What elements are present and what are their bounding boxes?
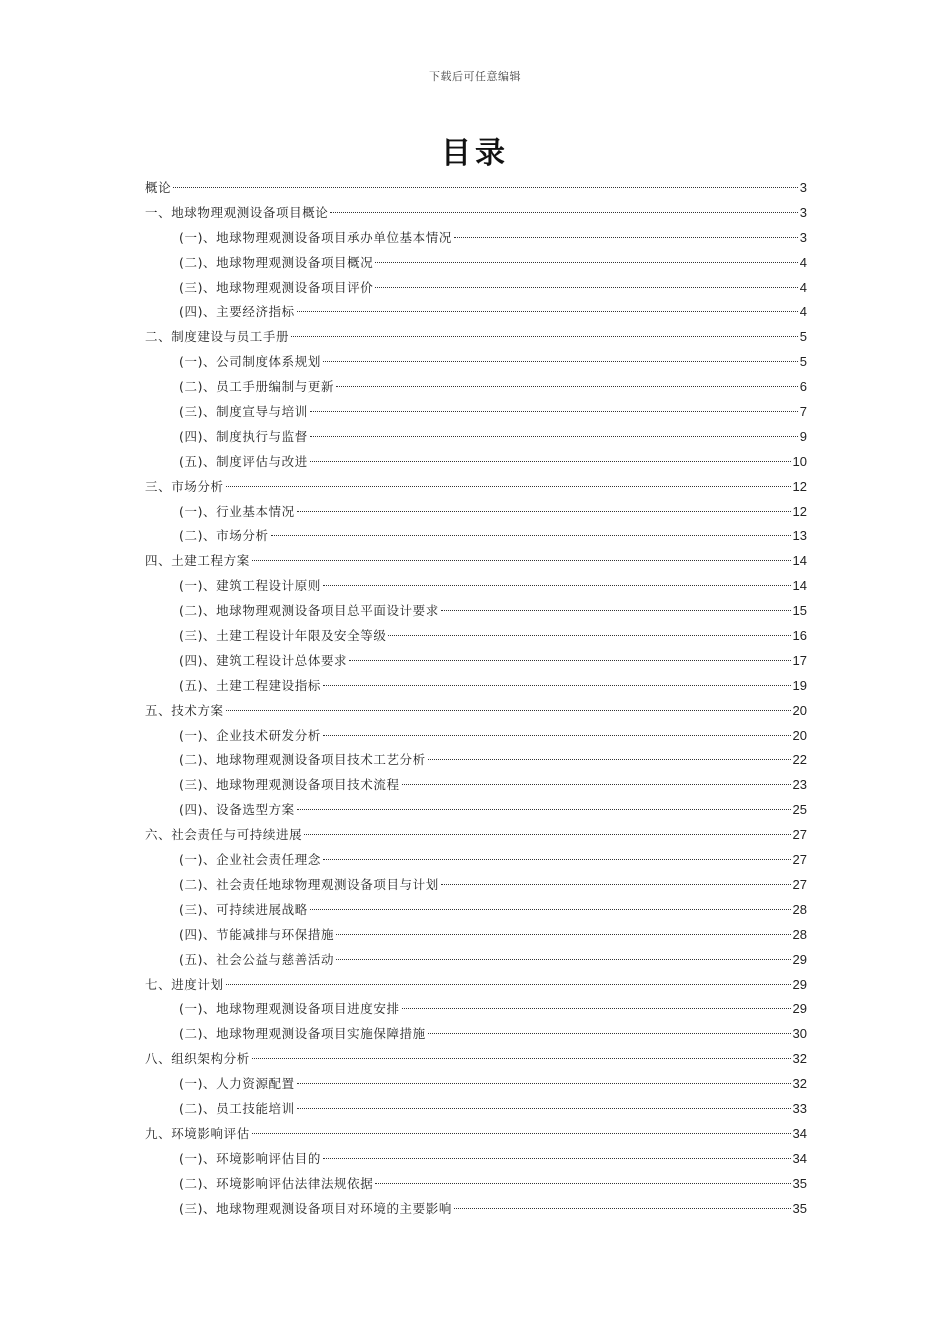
toc-subsection-entry[interactable]	[145, 1147, 807, 1172]
toc-section-entry[interactable]	[145, 823, 807, 848]
toc-dot-leader	[173, 187, 798, 188]
toc-page-number: 16	[792, 628, 807, 644]
page-header-note: 下载后可任意编辑	[429, 70, 521, 83]
toc-dot-leader	[252, 1133, 791, 1134]
toc-entry-label: (一)、地球物理观测设备项目承办单位基本情况	[179, 229, 452, 245]
toc-dot-leader	[310, 909, 791, 910]
toc-entry-label: (二)、员工技能培训	[179, 1100, 295, 1116]
toc-dot-leader	[375, 1183, 790, 1184]
toc-page-number: 33	[792, 1100, 807, 1116]
toc-entry-label: 四、土建工程方案	[145, 553, 250, 569]
toc-section-entry[interactable]	[145, 325, 807, 350]
toc-subsection-entry[interactable]	[145, 524, 807, 549]
toc-page-number: 28	[792, 926, 807, 942]
toc-dot-leader	[454, 1208, 791, 1209]
toc-page-number: 7	[799, 404, 807, 420]
toc-page-number: 32	[792, 1051, 807, 1067]
toc-page-number: 27	[792, 876, 807, 892]
toc-page-number: 6	[799, 379, 807, 395]
toc-dot-leader	[375, 287, 797, 288]
toc-entry-label: (一)、企业技术研发分析	[179, 727, 321, 743]
toc-subsection-entry[interactable]	[145, 574, 807, 599]
toc-dot-leader	[252, 560, 791, 561]
toc-entry-label: (一)、行业基本情况	[179, 503, 295, 519]
toc-entry-label: (三)、制度宣导与培训	[179, 404, 308, 420]
toc-page-number: 4	[799, 279, 807, 295]
toc-dot-leader	[297, 809, 791, 810]
toc-page-number: 34	[792, 1125, 807, 1141]
toc-page-number: 19	[792, 677, 807, 693]
toc-entry-label: 六、社会责任与可持续进展	[145, 827, 303, 843]
toc-entry-label: (二)、环境影响评估法律法规依据	[179, 1175, 374, 1191]
toc-subsection-entry[interactable]	[145, 873, 807, 898]
toc-dot-leader	[428, 1033, 791, 1034]
toc-section-entry[interactable]	[145, 699, 807, 724]
toc-entry-label: (三)、地球物理观测设备项目评价	[179, 279, 374, 295]
toc-subsection-entry[interactable]	[145, 724, 807, 749]
toc-entry-label: (二)、市场分析	[179, 528, 269, 544]
toc-page-number: 3	[799, 229, 807, 245]
toc-entry-label: (一)、建筑工程设计原则	[179, 578, 321, 594]
toc-dot-leader	[349, 660, 790, 661]
toc-section-entry[interactable]	[145, 973, 807, 998]
toc-dot-leader	[297, 511, 791, 512]
toc-page-number: 22	[792, 752, 807, 768]
toc-page-number: 30	[792, 1026, 807, 1042]
toc-dot-leader	[271, 535, 791, 536]
toc-subsection-entry[interactable]	[145, 1072, 807, 1097]
toc-entry-label: 一、地球物理观测设备项目概论	[145, 204, 329, 220]
toc-page-number: 4	[799, 254, 807, 270]
toc-entry-label: (四)、节能减排与环保措施	[179, 926, 335, 942]
toc-page-number: 23	[792, 777, 807, 793]
toc-subsection-entry[interactable]	[145, 898, 807, 923]
toc-page-number: 35	[792, 1175, 807, 1191]
toc-subsection-entry[interactable]	[145, 1172, 807, 1197]
toc-section-entry[interactable]	[145, 176, 807, 201]
toc-page-number: 4	[799, 304, 807, 320]
toc-dot-leader	[428, 759, 791, 760]
toc-entry-label: 七、进度计划	[145, 976, 224, 992]
toc-entry-label: 八、组织架构分析	[145, 1051, 250, 1067]
toc-dot-leader	[226, 486, 791, 487]
toc-entry-label: 九、环境影响评估	[145, 1125, 250, 1141]
toc-subsection-entry[interactable]	[145, 300, 807, 325]
toc-page-number: 20	[792, 727, 807, 743]
toc-dot-leader	[441, 884, 791, 885]
toc-subsection-entry[interactable]	[145, 400, 807, 425]
toc-page-number: 12	[792, 503, 807, 519]
toc-page-number: 29	[792, 951, 807, 967]
toc-entry-label: (二)、地球物理观测设备项目总平面设计要求	[179, 603, 439, 619]
toc-dot-leader	[330, 212, 797, 213]
toc-entry-label: 三、市场分析	[145, 478, 224, 494]
toc-page-number: 20	[792, 702, 807, 718]
toc-subsection-entry[interactable]	[145, 375, 807, 400]
toc-entry-label: (三)、可持续进展战略	[179, 901, 308, 917]
toc-entry-label: 二、制度建设与员工手册	[145, 329, 290, 345]
toc-subsection-entry[interactable]	[145, 748, 807, 773]
toc-entry-label: (二)、员工手册编制与更新	[179, 379, 335, 395]
table-of-contents	[145, 176, 807, 1221]
toc-subsection-entry[interactable]	[145, 649, 807, 674]
toc-page-number: 5	[799, 329, 807, 345]
toc-page-number: 14	[792, 553, 807, 569]
toc-page-number: 27	[792, 852, 807, 868]
toc-dot-leader	[297, 1108, 791, 1109]
toc-entry-label: (一)、人力资源配置	[179, 1076, 295, 1092]
toc-page-number: 3	[799, 204, 807, 220]
toc-dot-leader	[441, 610, 791, 611]
toc-entry-label: (二)、地球物理观测设备项目实施保障措施	[179, 1026, 426, 1042]
toc-dot-leader	[310, 436, 798, 437]
toc-entry-label: (一)、企业社会责任理念	[179, 852, 321, 868]
toc-subsection-entry[interactable]	[145, 276, 807, 301]
toc-entry-label: (一)、环境影响评估目的	[179, 1150, 321, 1166]
toc-page-number: 17	[792, 652, 807, 668]
toc-entry-label: (五)、制度评估与改进	[179, 453, 308, 469]
toc-dot-leader	[310, 411, 798, 412]
toc-dot-leader	[323, 735, 791, 736]
toc-page-number: 35	[792, 1200, 807, 1216]
toc-subsection-entry[interactable]	[145, 798, 807, 823]
toc-entry-label: (二)、地球物理观测设备项目技术工艺分析	[179, 752, 426, 768]
toc-dot-leader	[402, 784, 791, 785]
toc-entry-label: (五)、社会公益与慈善活动	[179, 951, 335, 967]
toc-subsection-entry[interactable]	[145, 997, 807, 1022]
toc-dot-leader	[336, 959, 790, 960]
toc-dot-leader	[252, 1058, 791, 1059]
toc-section-entry[interactable]	[145, 549, 807, 574]
toc-entry-label: (一)、地球物理观测设备项目进度安排	[179, 1001, 400, 1017]
toc-page-number: 3	[799, 180, 807, 195]
toc-subsection-entry[interactable]	[145, 674, 807, 699]
toc-page-number: 14	[792, 578, 807, 594]
toc-page-number: 32	[792, 1076, 807, 1092]
toc-subsection-entry[interactable]	[145, 350, 807, 375]
toc-subsection-entry[interactable]	[145, 923, 807, 948]
toc-subsection-entry[interactable]	[145, 1097, 807, 1122]
toc-dot-leader	[323, 685, 791, 686]
toc-page-number: 29	[792, 1001, 807, 1017]
toc-entry-label: (四)、建筑工程设计总体要求	[179, 652, 348, 668]
toc-section-entry[interactable]	[145, 1047, 807, 1072]
toc-subsection-entry[interactable]	[145, 848, 807, 873]
toc-page-number: 10	[792, 453, 807, 469]
toc-dot-leader	[336, 386, 798, 387]
toc-entry-label: (三)、地球物理观测设备项目技术流程	[179, 777, 400, 793]
toc-dot-leader	[323, 859, 791, 860]
toc-dot-leader	[304, 834, 790, 835]
toc-entry-label: (四)、主要经济指标	[179, 304, 295, 320]
toc-dot-leader	[226, 710, 791, 711]
toc-subsection-entry[interactable]	[145, 1022, 807, 1047]
toc-subsection-entry[interactable]	[145, 500, 807, 525]
toc-section-entry[interactable]	[145, 1122, 807, 1147]
toc-page-number: 13	[792, 528, 807, 544]
toc-dot-leader	[336, 934, 790, 935]
toc-subsection-entry[interactable]	[145, 773, 807, 798]
toc-entry-label: (三)、土建工程设计年限及安全等级	[179, 628, 387, 644]
toc-page-number: 9	[799, 428, 807, 444]
toc-entry-label: (四)、制度执行与监督	[179, 428, 308, 444]
toc-page-number: 29	[792, 976, 807, 992]
toc-entry-label: (三)、地球物理观测设备项目对环境的主要影响	[179, 1200, 452, 1216]
toc-dot-leader	[388, 635, 790, 636]
toc-dot-leader	[323, 1158, 791, 1159]
toc-entry-label: (五)、土建工程建设指标	[179, 677, 321, 693]
toc-dot-leader	[323, 585, 791, 586]
toc-dot-leader	[310, 461, 791, 462]
toc-subsection-entry[interactable]	[145, 450, 807, 475]
toc-page-number: 27	[792, 827, 807, 843]
page-title: 目录	[441, 136, 509, 171]
toc-dot-leader	[323, 361, 798, 362]
toc-entry-label: (二)、社会责任地球物理观测设备项目与计划	[179, 876, 439, 892]
toc-dot-leader	[297, 1083, 791, 1084]
toc-entry-label: (一)、公司制度体系规划	[179, 354, 321, 370]
toc-page-number: 15	[792, 603, 807, 619]
toc-dot-leader	[297, 311, 798, 312]
toc-section-entry[interactable]	[145, 475, 807, 500]
toc-subsection-entry[interactable]	[145, 1197, 807, 1222]
toc-entry-label: (二)、地球物理观测设备项目概况	[179, 254, 374, 270]
toc-page-number: 25	[792, 802, 807, 818]
toc-dot-leader	[291, 336, 798, 337]
toc-page-number: 28	[792, 901, 807, 917]
toc-entry-label: (四)、设备选型方案	[179, 802, 295, 818]
toc-subsection-entry[interactable]	[145, 948, 807, 973]
toc-subsection-entry[interactable]	[145, 251, 807, 276]
toc-page-number: 5	[799, 354, 807, 370]
toc-dot-leader	[375, 262, 797, 263]
toc-dot-leader	[226, 984, 791, 985]
toc-subsection-entry[interactable]	[145, 599, 807, 624]
toc-subsection-entry[interactable]	[145, 425, 807, 450]
toc-page-number: 34	[792, 1150, 807, 1166]
toc-entry-label: 五、技术方案	[145, 702, 224, 718]
toc-subsection-entry[interactable]	[145, 624, 807, 649]
toc-dot-leader	[454, 237, 798, 238]
toc-subsection-entry[interactable]	[145, 226, 807, 251]
toc-entry-label: 概论	[145, 180, 172, 195]
toc-page-number: 12	[792, 478, 807, 494]
toc-dot-leader	[402, 1008, 791, 1009]
toc-section-entry[interactable]	[145, 201, 807, 226]
